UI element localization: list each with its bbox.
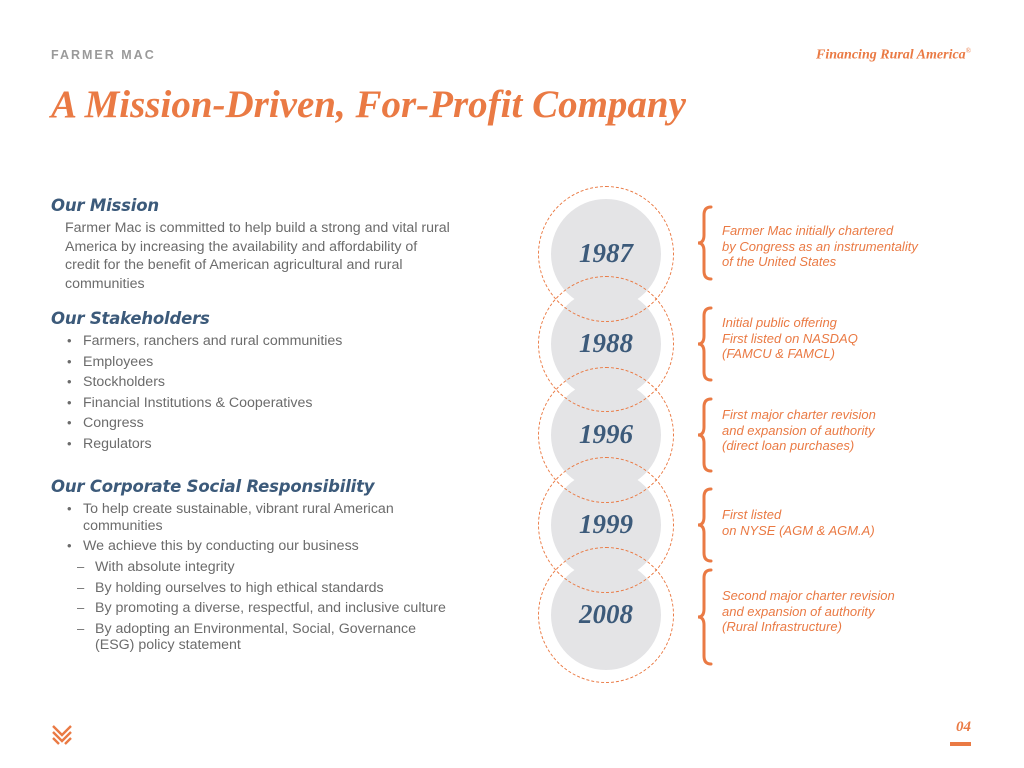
bullet-icon: • bbox=[67, 394, 72, 410]
page-number-underline bbox=[950, 742, 971, 746]
mission-heading: Our Mission bbox=[51, 196, 159, 215]
brace-icon bbox=[696, 205, 716, 281]
bullet-icon: • bbox=[67, 501, 72, 516]
year-label: 1996 bbox=[579, 419, 633, 449]
csr-heading: Our Corporate Social Responsibility bbox=[51, 477, 375, 496]
csr-sub-list bbox=[65, 559, 505, 654]
brace-icon bbox=[696, 397, 716, 473]
list-item: • Financial Institutions & Cooperatives bbox=[67, 394, 313, 411]
list-item: • Employees bbox=[67, 353, 154, 370]
list-item: • Farmers, ranchers and rural communities bbox=[67, 333, 343, 349]
bullet-icon: • bbox=[67, 435, 72, 451]
dash-icon: – bbox=[77, 600, 85, 615]
page-title: A Mission-Driven, For-Profit Company bbox=[51, 83, 686, 126]
dash-icon: – bbox=[77, 620, 85, 636]
mission-text bbox=[65, 219, 505, 293]
brace-icon bbox=[696, 306, 716, 382]
dash-icon: – bbox=[77, 579, 85, 595]
sub-list-item: – By promoting a diverse, respectful, and inclusive culture bbox=[77, 600, 446, 616]
bullet-icon: • bbox=[67, 415, 72, 430]
page-number: 04 bbox=[956, 719, 971, 735]
timeline-event: Farmer Mac initially chartered by Congress as an instrumentality of the United States bbox=[722, 223, 918, 270]
sub-list-item: – By holding ourselves to high ethical standards bbox=[77, 579, 384, 596]
year-label: 2008 bbox=[579, 599, 633, 629]
mission-line: communities bbox=[65, 275, 145, 292]
brand-name: FARMER MAC bbox=[51, 48, 156, 62]
mission-line: credit for the benefit of American agricultural and rural bbox=[65, 257, 403, 273]
timeline-event: First major charter revision and expansion of authority (direct loan purchases) bbox=[722, 407, 876, 454]
stakeholders-heading: Our Stakeholders bbox=[51, 309, 210, 328]
sub-list-item: – With absolute integrity bbox=[77, 559, 235, 575]
timeline-event: First listed on NYSE (AGM & AGM.A) bbox=[722, 507, 875, 538]
mission-line: America by increasing the availability and affordability of bbox=[65, 238, 418, 255]
bullet-icon: • bbox=[67, 353, 72, 369]
sub-list-item: – By adopting an Environmental, Social, Governance (ESG) policy statement bbox=[77, 620, 416, 653]
mission-line: Farmer Mac is committed to help build a strong and vital rural bbox=[65, 220, 450, 236]
bullet-icon: • bbox=[67, 374, 72, 389]
brace-icon bbox=[696, 487, 716, 563]
timeline-event: Initial public offering First listed on NASDAQ (FAMCU & FAMCL) bbox=[722, 315, 858, 362]
year-label: 1988 bbox=[579, 328, 633, 358]
registered-mark: ® bbox=[965, 47, 971, 55]
stakeholders-list bbox=[65, 333, 505, 452]
dash-icon: – bbox=[77, 559, 85, 574]
brace-icon bbox=[696, 568, 716, 666]
farmer-mac-logo-icon bbox=[51, 723, 73, 745]
year-label: 1999 bbox=[579, 509, 633, 539]
list-item: • Congress bbox=[67, 415, 144, 431]
list-item: • We achieve this by conducting our business bbox=[67, 538, 359, 554]
year-label: 1987 bbox=[579, 238, 633, 268]
list-item: • To help create sustainable, vibrant rural American communities bbox=[67, 501, 394, 534]
bullet-icon: • bbox=[67, 333, 72, 348]
list-item: • Stockholders bbox=[67, 374, 166, 390]
list-item: • Regulators bbox=[67, 435, 152, 452]
timeline-event: Second major charter revision and expansion of authority (Rural Infrastructure) bbox=[722, 588, 895, 635]
tagline: Financing Rural America® bbox=[816, 47, 971, 63]
bullet-icon: • bbox=[67, 538, 72, 553]
csr-list bbox=[65, 501, 505, 555]
